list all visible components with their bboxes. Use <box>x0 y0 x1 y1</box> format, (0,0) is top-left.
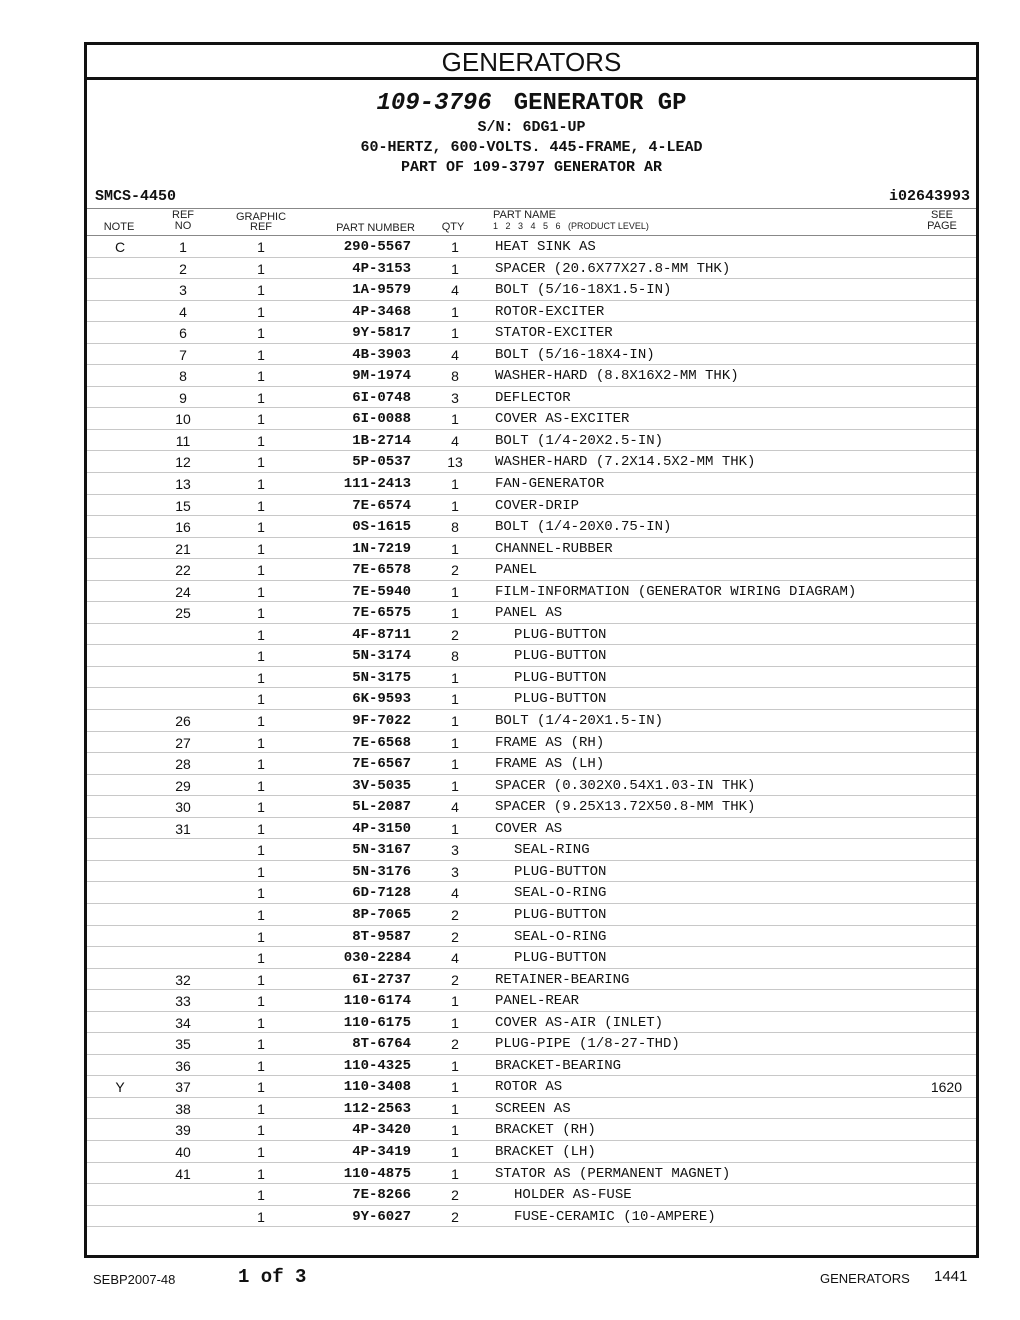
graphic-ref-cell: 1 <box>257 282 265 299</box>
qty-cell: 1 <box>451 540 459 557</box>
qty-cell: 1 <box>451 476 459 493</box>
see-page-cell: 1620 <box>930 1079 962 1096</box>
graphic-ref-cell: 1 <box>257 648 265 665</box>
part-name-cell: COVER AS-AIR (INLET) <box>495 1014 664 1031</box>
part-name-cell: BOLT (1/4-20X2.5-IN) <box>495 432 664 449</box>
graphic-ref-cell: 1 <box>257 1036 265 1053</box>
graphic-ref-cell: 1 <box>257 540 265 557</box>
table-row <box>87 1119 976 1141</box>
qty-cell: 2 <box>451 906 459 923</box>
graphic-ref-cell: 1 <box>257 885 265 902</box>
qty-cell: 1 <box>451 777 459 794</box>
qty-cell: 1 <box>451 605 459 622</box>
part-number-cell: 110-4325 <box>343 1057 411 1074</box>
qty-cell: 1 <box>451 1057 459 1074</box>
table-row <box>87 516 976 538</box>
qty-cell: 4 <box>451 346 459 363</box>
part-name-cell: PLUG-BUTTON <box>514 648 607 665</box>
qty-cell: 2 <box>451 1208 459 1225</box>
qty-cell: 1 <box>451 239 459 255</box>
qty-cell: 1 <box>451 325 459 342</box>
footer-doc-number: SEBP2007-48 <box>93 1272 176 1287</box>
part-number-cell: 4B-3903 <box>352 346 411 363</box>
doc-id: i02643993 <box>888 188 970 205</box>
part-number-cell: 9Y-6027 <box>352 1208 411 1225</box>
part-name-cell: PLUG-BUTTON <box>514 669 607 686</box>
part-name-cell: FRAME AS (RH) <box>495 734 605 751</box>
table-row <box>87 1076 976 1098</box>
graphic-ref-cell: 1 <box>257 734 265 751</box>
part-name-cell: FILM-INFORMATION (GENERATOR WIRING DIAGRAM) <box>495 583 857 600</box>
col-see-bottom: PAGE <box>927 220 957 232</box>
graphic-ref-cell: 1 <box>257 325 265 342</box>
qty-cell: 1 <box>451 993 459 1010</box>
qty-cell: 4 <box>451 432 459 449</box>
ref-no-cell: 31 <box>175 820 191 837</box>
part-name-cell: HOLDER AS-FUSE <box>514 1187 632 1204</box>
table-row <box>87 796 976 818</box>
part-name-cell: PLUG-BUTTON <box>514 691 607 708</box>
ref-no-cell: 35 <box>175 1036 191 1053</box>
footer-page-of: 1 of 3 <box>238 1266 307 1288</box>
part-name-cell: ROTOR AS <box>495 1079 563 1096</box>
table-row <box>87 1141 976 1163</box>
part-number-cell: 1N-7219 <box>352 540 411 557</box>
graphic-ref-cell: 1 <box>257 1208 265 1225</box>
table-row <box>87 861 976 883</box>
graphic-ref-cell: 1 <box>257 562 265 579</box>
part-name-cell: RETAINER-BEARING <box>495 971 630 988</box>
table-row <box>87 538 976 560</box>
part-number-cell: 1B-2714 <box>352 432 411 449</box>
graphic-ref-cell: 1 <box>257 239 265 255</box>
part-name-cell: PLUG-BUTTON <box>514 863 607 880</box>
part-of-line: PART OF 109-3797 GENERATOR AR <box>400 159 663 176</box>
graphic-ref-cell: 1 <box>257 993 265 1010</box>
qty-cell: 1 <box>451 691 459 708</box>
part-name-cell: BOLT (5/16-18X4-IN) <box>495 346 655 363</box>
ref-no-cell: 33 <box>175 993 191 1010</box>
part-name-cell: SEAL-O-RING <box>514 928 607 945</box>
part-name-cell: BRACKET-BEARING <box>495 1057 622 1074</box>
ref-no-cell: 4 <box>179 303 187 320</box>
part-name-cell: FUSE-CERAMIC (10-AMPERE) <box>514 1208 716 1225</box>
note-cell: C <box>114 239 126 255</box>
ref-no-cell: 3 <box>179 282 187 299</box>
qty-cell: 1 <box>451 1014 459 1031</box>
graphic-ref-cell: 1 <box>257 454 265 471</box>
part-number-cell: 9M-1974 <box>352 368 411 385</box>
graphic-ref-cell: 1 <box>257 1014 265 1031</box>
part-number-cell: 5P-0537 <box>352 454 411 471</box>
part-number-cell: 110-6175 <box>343 1014 411 1031</box>
qty-cell: 2 <box>451 562 459 579</box>
parts-table <box>87 236 976 1227</box>
table-row <box>87 990 976 1012</box>
table-row <box>87 559 976 581</box>
note-cell: Y <box>115 1079 125 1096</box>
table-row <box>87 818 976 840</box>
table-row <box>87 732 976 754</box>
ref-no-cell: 24 <box>175 583 191 600</box>
col-note: NOTE <box>103 221 135 233</box>
graphic-ref-cell: 1 <box>257 669 265 686</box>
qty-cell: 1 <box>451 1165 459 1182</box>
col-product-levels: 1 2 3 4 5 6 (PRODUCT LEVEL) <box>493 221 649 231</box>
part-name-cell: BRACKET (LH) <box>495 1143 596 1160</box>
part-name-cell: PLUG-PIPE (1/8-27-THD) <box>495 1036 680 1053</box>
graphic-ref-cell: 1 <box>257 713 265 730</box>
table-row <box>87 926 976 948</box>
graphic-ref-cell: 1 <box>257 820 265 837</box>
qty-cell: 1 <box>451 1079 459 1096</box>
part-name-cell: PANEL-REAR <box>495 993 580 1010</box>
table-row <box>87 279 976 301</box>
graphic-ref-cell: 1 <box>257 1079 265 1096</box>
footer-section: GENERATORS <box>820 1271 910 1286</box>
ref-no-cell: 12 <box>175 454 191 471</box>
table-row <box>87 301 976 323</box>
group-title <box>87 90 976 118</box>
graphic-ref-cell: 1 <box>257 411 265 428</box>
part-number-cell: 6I-0088 <box>352 411 411 428</box>
ref-no-cell: 8 <box>179 368 187 385</box>
table-row <box>87 839 976 861</box>
qty-cell: 2 <box>451 626 459 643</box>
graphic-ref-cell: 1 <box>257 626 265 643</box>
ref-no-cell: 30 <box>175 799 191 816</box>
col-ref-bottom: NO <box>174 220 192 232</box>
col-see-top: SEE <box>930 209 953 221</box>
ref-no-cell: 29 <box>175 777 191 794</box>
part-number-cell: 6I-0748 <box>352 389 411 406</box>
ref-no-cell: 32 <box>175 971 191 988</box>
part-name-cell: COVER AS-EXCITER <box>495 411 630 428</box>
ref-no-cell: 21 <box>175 540 191 557</box>
part-number-cell: 7E-8266 <box>352 1187 411 1204</box>
qty-cell: 8 <box>451 368 459 385</box>
part-number-cell: 5N-3174 <box>352 648 411 665</box>
qty-cell: 1 <box>451 734 459 751</box>
qty-cell: 1 <box>451 303 459 320</box>
ref-no-cell: 2 <box>179 260 187 277</box>
graphic-ref-cell: 1 <box>257 497 265 514</box>
part-number-cell: 6I-2737 <box>352 971 411 988</box>
graphic-ref-cell: 1 <box>257 691 265 708</box>
table-row <box>87 581 976 603</box>
part-number-cell: 6D-7128 <box>352 885 411 902</box>
table-row <box>87 344 976 366</box>
part-name-cell: FAN-GENERATOR <box>495 476 605 493</box>
graphic-ref-cell: 1 <box>257 842 265 859</box>
part-name-cell: STATOR AS (PERMANENT MAGNET) <box>495 1165 731 1182</box>
ref-no-cell: 41 <box>175 1165 191 1182</box>
part-name-cell: SPACER (0.302X0.54X1.03-IN THK) <box>495 777 756 794</box>
part-number-cell: 3V-5035 <box>352 777 411 794</box>
ref-no-cell: 28 <box>175 756 191 773</box>
graphic-ref-cell: 1 <box>257 971 265 988</box>
graphic-ref-cell: 1 <box>257 863 265 880</box>
table-row <box>87 688 976 710</box>
section-title: GENERATORS <box>87 45 976 80</box>
ref-no-cell: 26 <box>175 713 191 730</box>
ref-no-cell: 16 <box>175 519 191 536</box>
smcs-row <box>87 186 976 208</box>
ref-no-cell: 27 <box>175 734 191 751</box>
part-name-cell: PANEL AS <box>495 605 563 622</box>
graphic-ref-cell: 1 <box>257 1122 265 1139</box>
part-number-cell: 4P-3419 <box>352 1143 411 1160</box>
table-row <box>87 473 976 495</box>
part-number-cell: 9F-7022 <box>352 713 411 730</box>
part-number-cell: 111-2413 <box>343 476 411 493</box>
table-row <box>87 236 976 258</box>
part-number-cell: 8T-6764 <box>352 1036 411 1053</box>
group-spec: 60-HERTZ, 600-VOLTS. 445-FRAME, 4-LEAD <box>360 139 703 156</box>
ref-no-cell: 34 <box>175 1014 191 1031</box>
qty-cell: 4 <box>451 885 459 902</box>
part-name-cell: BOLT (1/4-20X1.5-IN) <box>495 713 664 730</box>
part-number-cell: 5N-3167 <box>352 842 411 859</box>
part-name-cell: SCREEN AS <box>495 1100 571 1117</box>
col-part-number: PART NUMBER <box>336 222 415 234</box>
part-name-cell: FRAME AS (LH) <box>495 756 605 773</box>
ref-no-cell: 15 <box>175 497 191 514</box>
ref-no-cell: 22 <box>175 562 191 579</box>
part-number-cell: 7E-5940 <box>352 583 411 600</box>
part-number-cell: 9Y-5817 <box>352 325 411 342</box>
qty-cell: 1 <box>451 756 459 773</box>
table-row <box>87 430 976 452</box>
part-number-cell: 7E-6578 <box>352 562 411 579</box>
qty-cell: 1 <box>451 1143 459 1160</box>
ref-no-cell: 37 <box>175 1079 191 1096</box>
part-name-cell: DEFLECTOR <box>495 389 571 406</box>
qty-cell: 2 <box>451 1036 459 1053</box>
part-number-cell: 6K-9593 <box>352 691 411 708</box>
graphic-ref-cell: 1 <box>257 476 265 493</box>
part-name-cell: PLUG-BUTTON <box>514 626 607 643</box>
graphic-ref-cell: 1 <box>257 906 265 923</box>
part-number-cell: 5N-3176 <box>352 863 411 880</box>
ref-no-cell: 11 <box>175 432 191 449</box>
graphic-ref-cell: 1 <box>257 1143 265 1160</box>
qty-cell: 13 <box>447 454 463 471</box>
graphic-ref-cell: 1 <box>257 1187 265 1204</box>
group-number: 109-3796 <box>376 90 492 117</box>
col-graphic-bottom: REF <box>250 221 272 233</box>
graphic-ref-cell: 1 <box>257 605 265 622</box>
table-row <box>87 775 976 797</box>
part-number-cell: 5L-2087 <box>352 799 411 816</box>
qty-cell: 8 <box>451 648 459 665</box>
part-name-cell: HEAT SINK AS <box>495 239 596 255</box>
column-header <box>87 208 976 236</box>
table-row <box>87 322 976 344</box>
qty-cell: 3 <box>451 863 459 880</box>
table-row <box>87 408 976 430</box>
qty-cell: 2 <box>451 971 459 988</box>
graphic-ref-cell: 1 <box>257 260 265 277</box>
part-number-cell: 7E-6568 <box>352 734 411 751</box>
table-row <box>87 947 976 969</box>
qty-cell: 1 <box>451 411 459 428</box>
serial-number: S/N: 6DG1-UP <box>477 119 586 136</box>
graphic-ref-cell: 1 <box>257 777 265 794</box>
part-number-cell: 4P-3150 <box>352 820 411 837</box>
ref-no-cell: 7 <box>179 346 187 363</box>
qty-cell: 4 <box>451 799 459 816</box>
qty-cell: 1 <box>451 713 459 730</box>
part-name-cell: PLUG-BUTTON <box>514 950 607 967</box>
part-number-cell: 0S-1615 <box>352 519 411 536</box>
table-row <box>87 1163 976 1185</box>
table-row <box>87 882 976 904</box>
col-graphic-top: GRAPHIC <box>235 211 287 223</box>
part-name-cell: WASHER-HARD (8.8X16X2-MM THK) <box>495 368 739 385</box>
part-number-cell: 110-4875 <box>343 1165 411 1182</box>
graphic-ref-cell: 1 <box>257 303 265 320</box>
ref-no-cell: 36 <box>175 1057 191 1074</box>
table-row <box>87 495 976 517</box>
part-name-cell: ROTOR-EXCITER <box>495 303 605 320</box>
part-number-cell: 7E-6567 <box>352 756 411 773</box>
table-row <box>87 1055 976 1077</box>
part-number-cell: 8P-7065 <box>352 906 411 923</box>
part-number-cell: 7E-6574 <box>352 497 411 514</box>
part-number-cell: 7E-6575 <box>352 605 411 622</box>
qty-cell: 1 <box>451 669 459 686</box>
ref-no-cell: 6 <box>179 325 187 342</box>
part-number-cell: 110-6174 <box>343 993 411 1010</box>
table-row <box>87 365 976 387</box>
part-name-cell: WASHER-HARD (7.2X14.5X2-MM THK) <box>495 454 756 471</box>
part-name-cell: SEAL-O-RING <box>514 885 607 902</box>
qty-cell: 1 <box>451 1100 459 1117</box>
graphic-ref-cell: 1 <box>257 1165 265 1182</box>
part-name-cell: PANEL <box>495 562 538 579</box>
ref-no-cell: 39 <box>175 1122 191 1139</box>
graphic-ref-cell: 1 <box>257 583 265 600</box>
table-row <box>87 645 976 667</box>
table-row <box>87 1184 976 1206</box>
qty-cell: 4 <box>451 282 459 299</box>
part-number-cell: 4P-3153 <box>352 260 411 277</box>
graphic-ref-cell: 1 <box>257 389 265 406</box>
ref-no-cell: 9 <box>179 389 187 406</box>
part-number-cell: 4F-8711 <box>352 626 411 643</box>
part-number-cell: 030-2284 <box>343 950 411 967</box>
table-row <box>87 969 976 991</box>
graphic-ref-cell: 1 <box>257 950 265 967</box>
part-number-cell: 110-3408 <box>343 1079 411 1096</box>
qty-cell: 2 <box>451 928 459 945</box>
table-row <box>87 904 976 926</box>
table-row <box>87 667 976 689</box>
ref-no-cell: 25 <box>175 605 191 622</box>
part-name-cell: SEAL-RING <box>514 842 590 859</box>
table-row <box>87 387 976 409</box>
col-part-name: PART NAME <box>493 209 556 221</box>
table-row <box>87 710 976 732</box>
table-row <box>87 1012 976 1034</box>
qty-cell: 1 <box>451 583 459 600</box>
table-row <box>87 1098 976 1120</box>
part-number-cell: 1A-9579 <box>352 282 411 299</box>
table-row <box>87 624 976 646</box>
graphic-ref-cell: 1 <box>257 368 265 385</box>
part-number-cell: 8T-9587 <box>352 928 411 945</box>
part-number-cell: 4P-3468 <box>352 303 411 320</box>
col-ref-top: REF <box>172 209 194 221</box>
col-qty: QTY <box>441 221 465 233</box>
table-row <box>87 1206 976 1228</box>
qty-cell: 1 <box>451 497 459 514</box>
page-footer <box>0 1266 1020 1290</box>
part-name-cell: COVER-DRIP <box>495 497 580 514</box>
part-name-cell: BOLT (5/16-18X1.5-IN) <box>495 282 672 299</box>
graphic-ref-cell: 1 <box>257 756 265 773</box>
graphic-ref-cell: 1 <box>257 346 265 363</box>
graphic-ref-cell: 1 <box>257 928 265 945</box>
part-name-cell: SPACER (20.6X77X27.8-MM THK) <box>495 260 731 277</box>
group-name: GENERATOR GP <box>513 90 687 117</box>
table-row <box>87 451 976 473</box>
qty-cell: 4 <box>451 950 459 967</box>
part-number-cell: 112-2563 <box>343 1100 411 1117</box>
footer-page-number: 1441 <box>934 1268 968 1285</box>
ref-no-cell: 40 <box>175 1143 191 1160</box>
qty-cell: 3 <box>451 842 459 859</box>
ref-no-cell: 1 <box>179 239 187 255</box>
ref-no-cell: 13 <box>175 476 191 493</box>
table-row <box>87 258 976 280</box>
qty-cell: 2 <box>451 1187 459 1204</box>
part-name-cell: BOLT (1/4-20X0.75-IN) <box>495 519 672 536</box>
part-number-cell: 5N-3175 <box>352 669 411 686</box>
qty-cell: 1 <box>451 1122 459 1139</box>
qty-cell: 8 <box>451 519 459 536</box>
part-number-cell: 4P-3420 <box>352 1122 411 1139</box>
ref-no-cell: 38 <box>175 1100 191 1117</box>
smcs-code: SMCS-4450 <box>95 188 177 205</box>
graphic-ref-cell: 1 <box>257 799 265 816</box>
graphic-ref-cell: 1 <box>257 432 265 449</box>
table-row <box>87 753 976 775</box>
part-name-cell: COVER AS <box>495 820 563 837</box>
graphic-ref-cell: 1 <box>257 1100 265 1117</box>
qty-cell: 1 <box>451 260 459 277</box>
part-name-cell: SPACER (9.25X13.72X50.8-MM THK) <box>495 799 756 816</box>
table-row <box>87 1033 976 1055</box>
part-name-cell: PLUG-BUTTON <box>514 906 607 923</box>
part-name-cell: STATOR-EXCITER <box>495 325 613 342</box>
part-name-cell: CHANNEL-RUBBER <box>495 540 613 557</box>
graphic-ref-cell: 1 <box>257 1057 265 1074</box>
qty-cell: 1 <box>451 820 459 837</box>
qty-cell: 3 <box>451 389 459 406</box>
document-frame <box>84 42 979 1258</box>
part-number-cell: 290-5567 <box>343 239 411 255</box>
table-row <box>87 602 976 624</box>
part-name-cell: BRACKET (RH) <box>495 1122 596 1139</box>
ref-no-cell: 10 <box>175 411 191 428</box>
graphic-ref-cell: 1 <box>257 519 265 536</box>
